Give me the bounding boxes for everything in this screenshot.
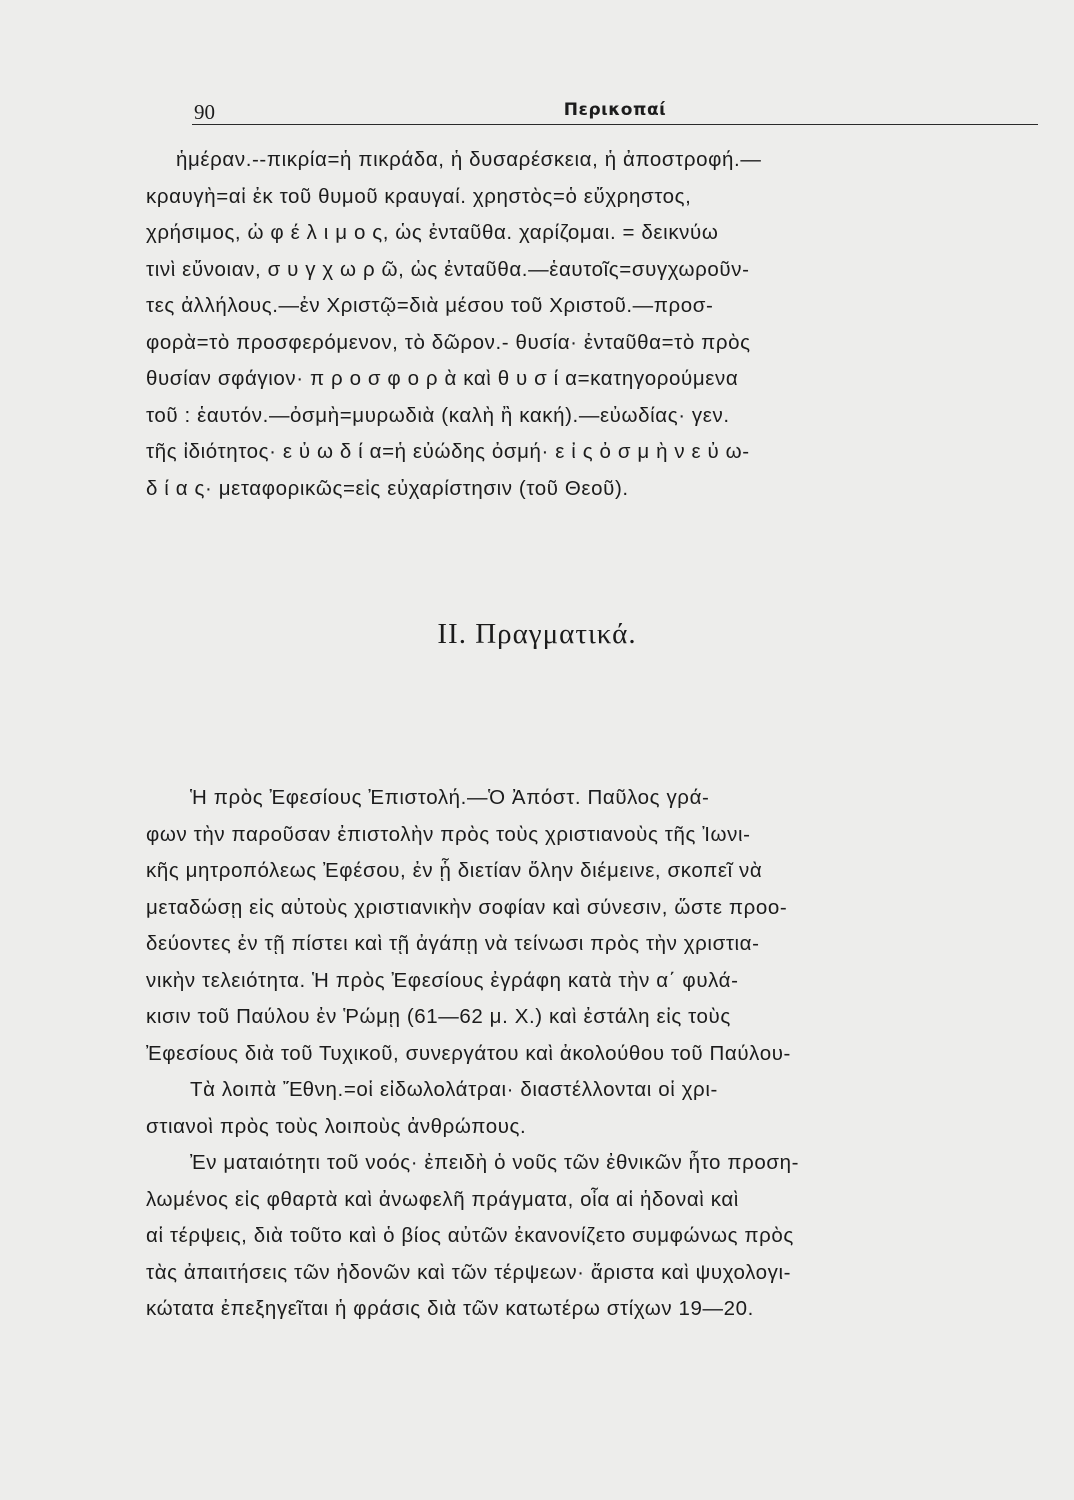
text-line: δ ί α ς· μεταφορικῶς=εἰς εὐχαρίστησιν (τοῦ Θεοῦ). (146, 476, 629, 500)
page-number: 90 (194, 100, 215, 124)
section-heading: II. Πραγματικά. (437, 618, 637, 650)
text-line: χρήσιμος, ὠ φ έ λ ι μ ο ς, ὡς ἐνταῦθα. χαρίζομαι. = δεικνύω (146, 221, 719, 244)
text-line: ἡμέραν.--πικρία=ἡ πικράδα, ἡ δυσαρέσκεια, ἡ ἀποστροφή.— (176, 148, 762, 171)
page-header (192, 100, 1038, 125)
text-line: τῆς ἰδιότητος· ε ὐ ω δ ί α=ἡ εὐώδης ὀσμή· ε ἰ ς ὀ σ μ ὴ ν ε ὐ ω- (146, 440, 750, 463)
text-line: κραυγὴ=αἱ ἐκ τοῦ θυμοῦ κραυγαί. χρηστὸς=ὁ εὔχρηστος, (146, 184, 692, 208)
text-line: Ἐν ματαιότητι τοῦ νοός· ἐπειδὴ ὁ νοῦς τῶν ἐθνικῶν ἦτο προση- (190, 1151, 800, 1174)
text-line: Τὰ λοιπὰ Ἔθνη.=οἱ εἰδωλολάτραι· διαστέλλονται οἱ χρι- (190, 1078, 718, 1101)
running-title: Περικοπαί (563, 100, 667, 120)
text-line: νικὴν τελειότητα. Ἡ πρὸς Ἐφεσίους ἐγράφη κατὰ τὴν α΄ φυλά- (146, 968, 739, 992)
text-line: τοῦ : ἑαυτόν.—ὀσμὴ=μυρωδιὰ (καλὴ ἢ κακή).—εὐωδίας· γεν. (146, 403, 730, 427)
glossary-paragraph (146, 142, 1040, 507)
text-line: Ἡ πρὸς Ἐφεσίους Ἐπιστολή.—Ὁ Ἀπόστ. Παῦλος γρά- (190, 786, 710, 809)
text-line: κώτατα ἐπεξηγεῖται ἡ φράσις διὰ τῶν κατωτέρω στίχων 19—20. (146, 1297, 754, 1320)
text-line: Ἐφεσίους διὰ τοῦ Τυχικοῦ, συνεργάτου καὶ ἀκολούθου τοῦ Παύλου- (146, 1041, 791, 1065)
text-line: μεταδώσῃ εἰς αὐτοὺς χριστιανικὴν σοφίαν καὶ σύνεσιν, ὥστε προο- (146, 895, 788, 919)
text-line: κισιν τοῦ Παύλου ἐν Ῥώμῃ (61—62 μ. Χ.) καὶ ἐστάλη εἰς τοὺς (146, 1005, 731, 1028)
text-line: τινὶ εὔνοιαν, σ υ γ χ ω ρ ῶ, ὡς ἐνταῦθα.—ἑαυτοῖς=συγχωροῦν- (146, 257, 750, 281)
text-line: αἱ τέρψεις, διὰ τοῦτο καὶ ὁ βίος αὐτῶν ἐκανονίζετο συμφώνως πρὸς (146, 1224, 794, 1247)
text-line: θυσίαν σφάγιον· π ρ ο σ φ ο ρ ὰ καὶ θ υ σ ί α=κατηγορούμενα (146, 367, 739, 390)
text-line: τὰς ἀπαιτήσεις τῶν ἡδονῶν καὶ τῶν τέρψεων· ἄριστα καὶ ψυχολογι- (146, 1260, 792, 1284)
text-line: φορὰ=τὸ προσφερόμενον, τὸ δῶρον.- θυσία· ἐνταῦθα=τὸ πρὸς (146, 330, 751, 354)
body-text (146, 780, 1040, 1328)
text-line: κῆς μητροπόλεως Ἐφέσου, ἐν ᾗ διετίαν ὅλην διέμεινε, σκοπεῖ νὰ (146, 859, 763, 882)
text-line: τες ἀλλήλους.—ἐν Χριστῷ=διὰ μέσου τοῦ Χριστοῦ.—προσ- (146, 294, 714, 317)
text-line: λωμένος εἰς φθαρτὰ καὶ ἀνωφελῆ πράγματα, οἷα αἱ ἡδοναὶ καὶ (146, 1187, 739, 1211)
text-line: δεύοντες ἐν τῇ πίστει καὶ τῇ ἀγάπῃ νὰ τείνωσι πρὸς τὴν χριστια- (146, 932, 760, 955)
text-line: φων τὴν παροῦσαν ἐπιστολὴν πρὸς τοὺς χριστιανοὺς τῆς Ἰωνι- (146, 822, 751, 846)
text-line: στιανοὶ πρὸς τοὺς λοιποὺς ἀνθρώπους. (146, 1114, 527, 1138)
